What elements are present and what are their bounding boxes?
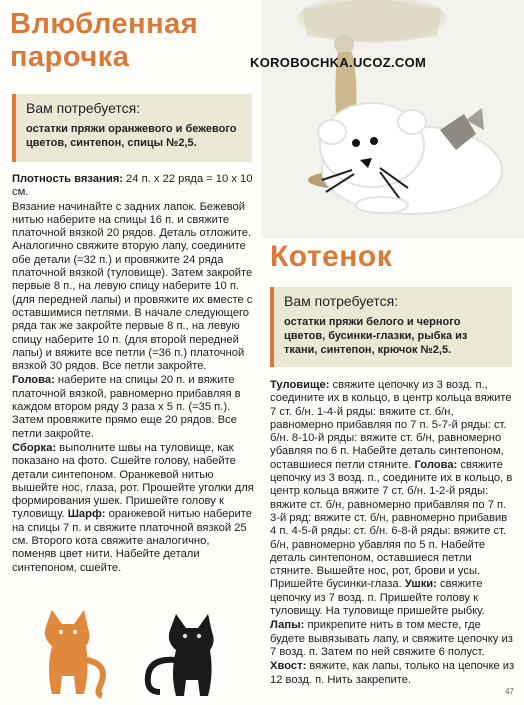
assembly-paragraph: Сборка: выполните швы на туловище, как показано на фото. Сшейте голову, набейте детали синтепоном. Оранжевой нитью вышейте нос, глаза, рот. Прошейте уголки для формирования ушек. Пришейте голову к туловищу. Шарф: оранжевой нитью наберите на спицы 7 п. и свяжите платочной вязкой 25 см. Второго кота свяжите аналогично, поменяв цвет нити. Набейте детали синтепоном, сшейте. [12, 441, 254, 574]
black-cat-icon [148, 614, 214, 696]
head-paragraph: Голова: наберите на спицы 20 п. и вяжите платочной вязкой, равномерно прибавляя в каждом втором ряду 3 раза х 5 п. (=35 п.). Затем провяжите прямо еще 20 рядов. Все петли закройте. [12, 374, 241, 440]
cats-illustration [30, 600, 240, 700]
instructions-right [270, 379, 516, 688]
density-paragraph: Плотность вязания: 24 п. х 22 ряда = 10 х 10 см. [12, 173, 253, 199]
tail-paragraph: Хвост: вяжите, как лапы, только на цепочке из 12 возд. п. Нить закрепите. [270, 660, 515, 686]
orange-cat-icon [45, 610, 103, 696]
materials-heading-right: Вам потребуется: [284, 293, 399, 309]
body-paragraph: Туловище: свяжите цепочку из 3 возд. п., соедините их в кольцо, в центр кольца вяжите 7 ст. б/н. 1-4-й ряды: вяжите ст. б/н, равномерно прибавляя по 7 п. 5-7-й ряды: ст. б/н. 8-10-й ряды: вяжите ст. б/н, равномерно убавляя по 6 п. Набейте деталь синтепоном, оставшиеся петли стяните. Голова: свяжите цепочку из 3 возд. п., соедините их в кольцо, в центр кольца вяжите 7 ст. б/н. 1-2-й ряды: вяжите ст. б/н, равномерно прибавляя по 7 п. 3-й ряд: вяжите ст. б/н, равномерно прибавив 4 п. 4-5-й ряды: ст. б/н. 6-8-й ряды: вяжите ст. б/н, равномерно убавляя по 5 п. Набейте деталь синтепоном, оставшиеся петли стяните. Вышейте нос, рот, брови и усы. Пришейте бусинки-глаза. Ушки: свяжите цепочку из 7 возд. п. Пришейте голову к туловищу. На туловище пришейте рыбку. [270, 379, 513, 618]
materials-heading: Вам потребуется: [26, 100, 141, 116]
materials-text: остатки пряжи оранжевого и бежевого цветов, синтепон, спицы №2,5. [26, 123, 237, 149]
intro-paragraph: Вязание начинайте с задних лапок. Бежевой нитью наберите на спицы 16 п. и свяжите платочной вязкой 20 рядов. Деталь отложите. Аналогично свяжите вторую лапу, соедините обе детали (=32 п.) и провяжите 24 ряда платочной вязкой (туловище). Затем закройте первые 8 п., на левую спицу наберите 10 п. (для передней лапы) и провяжите их вместе с оставшимися петлями. В начале следующего ряда так же закройте первые 8 п., на левую спицу наберите 10 п. (для второй передней лапы) и вяжите все петли (=36 п.) платочной вязкой 30 рядов. Все петли закройте. [12, 200, 253, 373]
materials-box-right [270, 287, 512, 367]
kitten-title: Котенок [270, 240, 393, 273]
paws-paragraph: Лапы: прикрепите нить в том месте, где будете вывязывать лапу, и свяжите цепочку из 7 возд. п. Затем по ней свяжите 6 полуст. [270, 619, 513, 658]
watermark: KOROBOCHKA.UCOZ.COM [250, 55, 427, 70]
page-title: Влюбленная парочка [10, 8, 199, 73]
materials-text-right: остатки пряжи белого и черного цветов, бусинки-глазки, рыбка из ткани, синтепон, крючок №2,5. [284, 316, 468, 356]
kitten-photo [262, 0, 524, 238]
materials-box-left [12, 94, 252, 162]
page-number: 47 [505, 687, 514, 696]
instructions-left [12, 173, 256, 576]
